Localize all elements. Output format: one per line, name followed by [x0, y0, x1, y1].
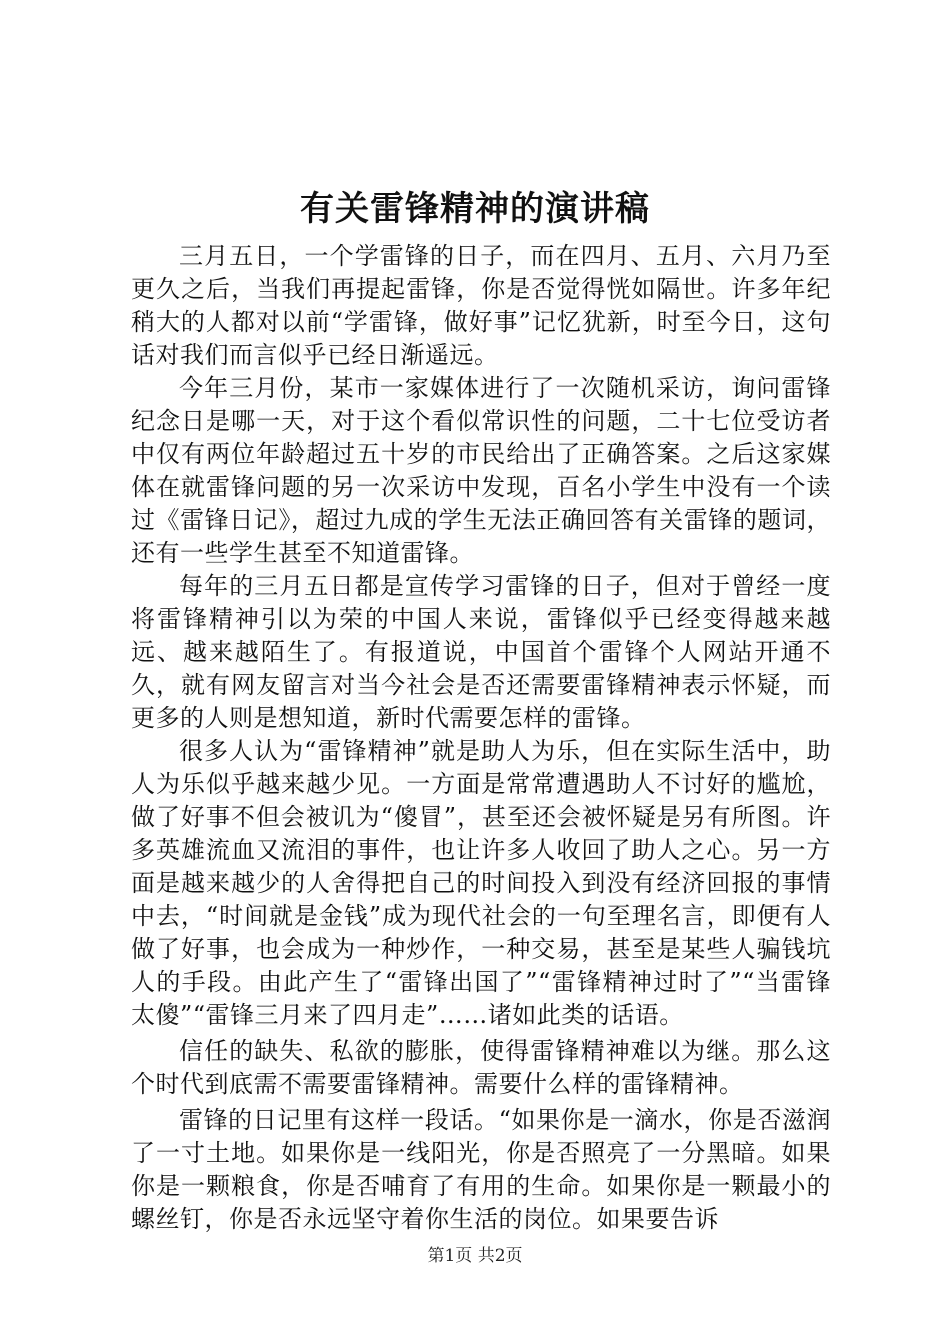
paragraph-4: 很多人认为“雷锋精神”就是助人为乐，但在实际生活中，助人为乐似乎越来越少见。一方面是常常遭遇助人不讨好的尴尬，做了好事不但会被讥为“傻冒”，甚至还会被怀疑是另有所图。许多英雄流血又流泪的事件，也让许多人收回了助人之心。另一方面是越来越少的人舍得把自己的时间投入到没有经济回报的事情中去，“时间就是金钱”成为现代社会的一句至理名言，即便有人做了好事，也会成为一种炒作，一种交易，甚至是某些人骗钱坑人的手段。由此产生了“雷锋出国了”“雷锋精神过时了”“当雷锋太傻”“雷锋三月来了四月走”……诸如此类的话语。 [131, 737, 831, 1029]
paragraph-3: 每年的三月五日都是宣传学习雷锋的日子，但对于曾经一度将雷锋精神引以为荣的中国人来说，雷锋似乎已经变得越来越远、越来越陌生了。有报道说，中国首个雷锋个人网站开通不久，就有网友留言对当今社会是否还需要雷锋精神表示怀疑，而更多的人则是想知道，新时代需要怎样的雷锋。 [131, 572, 831, 732]
document-body [131, 240, 831, 1236]
paragraph-1: 三月五日，一个学雷锋的日子，而在四月、五月、六月乃至更久之后，当我们再提起雷锋，你是否觉得恍如隔世。许多年纪稍大的人都对以前“学雷锋，做好事”记忆犹新，时至今日，这句话对我们而言似乎已经日渐遥远。 [131, 242, 831, 369]
paragraph-6: 雷锋的日记里有这样一段话。“如果你是一滴水，你是否滋润了一寸土地。如果你是一线阳光，你是否照亮了一分黑暗。如果你是一颗粮食，你是否哺育了有用的生命。如果你是一颗最小的螺丝钉，你是否永远坚守着你生活的岗位。如果要告诉 [131, 1106, 831, 1233]
page-number-footer: 第1页 共2页 [427, 1246, 523, 1266]
document-title: 有关雷锋精神的演讲稿 [300, 189, 650, 229]
paragraph-5: 信任的缺失、私欲的膨胀，使得雷锋精神难以为继。那么这个时代到底需不需要雷锋精神。需要什么样的雷锋精神。 [131, 1037, 831, 1098]
paragraph-2: 今年三月份，某市一家媒体进行了一次随机采访，询问雷锋纪念日是哪一天，对于这个看似常识性的问题，二十七位受访者中仅有两位年龄超过五十岁的市民给出了正确答案。之后这家媒体在就雷锋问题的另一次采访中发现，百名小学生中没有一个读过《雷锋日记》，超过九成的学生无法正确回答有关雷锋的题词，还有一些学生甚至不知道雷锋。 [131, 374, 831, 567]
